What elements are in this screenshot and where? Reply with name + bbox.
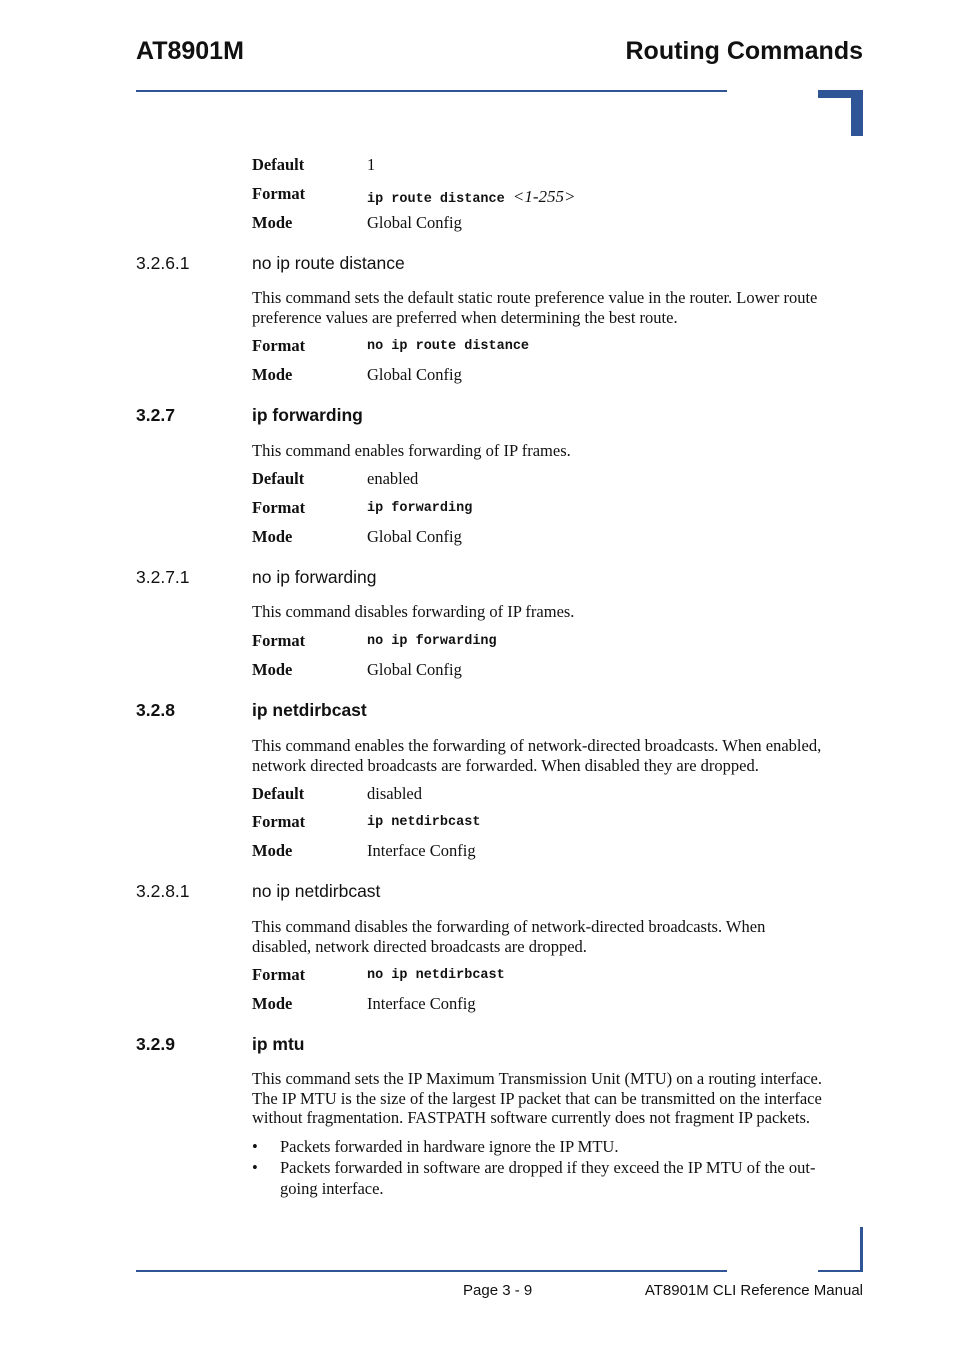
footer-corner-vertical <box>860 1227 863 1272</box>
default-label: Default <box>252 784 305 803</box>
list-item <box>252 1157 864 1199</box>
format-label: Format <box>252 184 306 203</box>
format-command: no ip route distance <box>367 339 530 354</box>
mode-value: Global Config <box>367 660 462 679</box>
format-command: ip netdirbcast <box>367 815 481 830</box>
format-command: ip route distance <1-255> <box>367 187 576 207</box>
bullet-icon: • <box>252 1137 258 1156</box>
default-value: enabled <box>367 469 419 488</box>
format-label: Format <box>252 965 306 984</box>
page-number: Page 3 - 9 <box>463 1282 533 1299</box>
description-line: without fragmentation. FASTPATH software currently does not fragment IP packets. <box>252 1108 810 1127</box>
section-title: no ip netdirbcast <box>252 881 381 901</box>
section-description <box>252 917 864 956</box>
list-item-line: going interface. <box>280 1179 384 1198</box>
section-description <box>252 1069 864 1128</box>
format-label: Format <box>252 336 306 355</box>
list-item-text <box>280 1157 864 1199</box>
chapter-title: Routing Commands <box>625 37 863 65</box>
description-line: network directed broadcasts are forwarded. When disabled they are dropped. <box>252 755 759 775</box>
section-title: ip mtu <box>252 1034 305 1054</box>
manual-title: AT8901M CLI Reference Manual <box>644 1282 863 1299</box>
list-item <box>252 1136 864 1157</box>
list-item-line: Packets forwarded in software are dropped if they exceed the IP MTU of the out- <box>280 1158 816 1177</box>
footer-corner-horizontal <box>818 1270 863 1272</box>
section-title: ip netdirbcast <box>252 700 367 720</box>
format-command: ip forwarding <box>367 501 473 516</box>
section-title: no ip forwarding <box>252 567 377 587</box>
mode-label: Mode <box>252 994 293 1013</box>
footer-rule <box>136 1270 727 1272</box>
description-line: This command sets the default static route preference value in the router. Lower route <box>252 288 818 307</box>
description-line: The IP MTU is the size of the largest IP packet that can be transmitted on the interface <box>252 1088 822 1108</box>
description-line: This command sets the IP Maximum Transmission Unit (MTU) on a routing interface. <box>252 1069 822 1088</box>
mode-value: Global Config <box>367 365 462 384</box>
mode-value: Global Config <box>367 527 462 546</box>
format-command: no ip forwarding <box>367 634 497 649</box>
section-number: 3.2.8 <box>136 700 175 720</box>
section-description: This command enables forwarding of IP frames. <box>252 441 571 460</box>
format-argument: <1-255> <box>512 187 576 206</box>
default-value: disabled <box>367 784 422 803</box>
mode-label: Mode <box>252 527 293 546</box>
format-command: no ip netdirbcast <box>367 968 505 983</box>
description-line: preference values are preferred when determining the best route. <box>252 307 678 327</box>
header-corner-vertical <box>851 90 863 136</box>
mode-value: Interface Config <box>367 841 476 860</box>
section-description <box>252 736 864 775</box>
format-label: Format <box>252 498 306 517</box>
format-label: Format <box>252 812 306 831</box>
section-number: 3.2.9 <box>136 1034 175 1054</box>
mode-label: Mode <box>252 660 293 679</box>
section-number: 3.2.8.1 <box>136 881 190 901</box>
mode-label: Mode <box>252 365 293 384</box>
description-line: This command enables the forwarding of network-directed broadcasts. When enabled, <box>252 736 822 755</box>
description-line: disabled, network directed broadcasts are dropped. <box>252 936 587 956</box>
section-title: no ip route distance <box>252 253 405 273</box>
description-line: This command disables the forwarding of network-directed broadcasts. When <box>252 917 766 936</box>
default-label: Default <box>252 469 305 488</box>
default-value: 1 <box>367 155 376 174</box>
mode-label: Mode <box>252 841 293 860</box>
format-label: Format <box>252 631 306 650</box>
mode-value: Global Config <box>367 213 462 232</box>
mode-value: Interface Config <box>367 994 476 1013</box>
section-description <box>252 288 864 327</box>
section-description: This command disables forwarding of IP frames. <box>252 602 575 621</box>
bullet-icon: • <box>252 1158 258 1177</box>
section-number: 3.2.7 <box>136 405 175 425</box>
section-number: 3.2.7.1 <box>136 567 190 587</box>
section-number: 3.2.6.1 <box>136 253 190 273</box>
header-rule <box>136 90 727 92</box>
doc-title: AT8901M <box>136 37 244 65</box>
section-title: ip forwarding <box>252 405 363 425</box>
list-item-text: Packets forwarded in hardware ignore the IP MTU. <box>280 1137 619 1156</box>
default-label: Default <box>252 155 305 174</box>
mode-label: Mode <box>252 213 293 232</box>
